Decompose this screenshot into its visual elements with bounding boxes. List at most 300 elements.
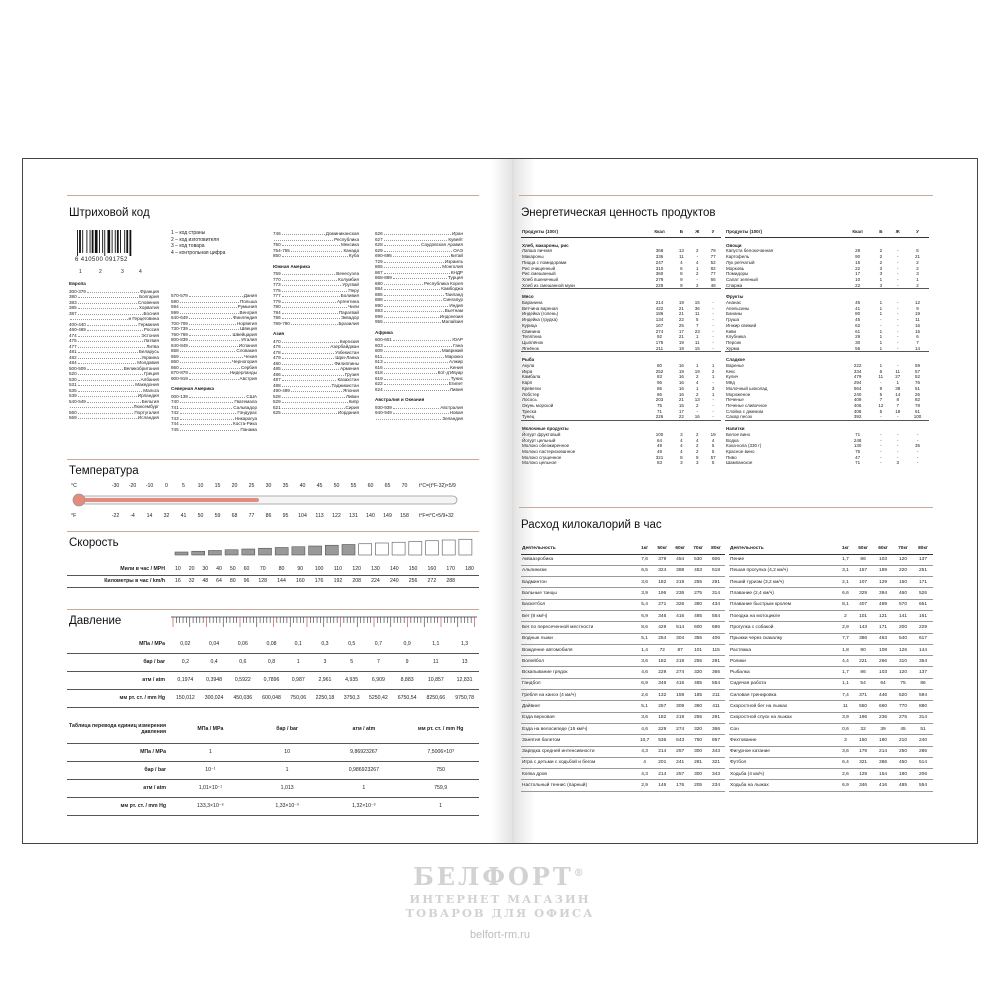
food-value: 77 [710,254,716,260]
pressure-value: 10,857 [421,671,450,689]
kcal-value: 454 [671,554,689,565]
speed-bar [175,552,188,555]
country-code: 899 [375,313,383,319]
kcal-value: 221 [853,656,873,667]
barcode-legend [171,230,225,256]
kcal-row [729,599,933,610]
food-value: 2 [711,368,715,374]
food-value: 21 [678,311,684,317]
kcal-value: 686 [707,622,725,633]
food-value: 3 [879,271,883,277]
logo-reg: ® [573,868,587,879]
dot-leader [87,366,123,370]
scale-value: 77 [248,513,255,519]
country-code: 474 [69,332,77,338]
section-rule [519,195,933,196]
kcal-value: 255 [689,712,707,723]
food-value: 36 [694,305,700,311]
food-group-row [725,237,929,248]
food-value: 9 [680,282,683,288]
country-code: 500-509 [69,365,86,371]
kcal-value: 660 [873,701,893,712]
kcal-value: 6,9 [636,610,653,621]
conversion-row [67,779,479,797]
dot-leader [282,310,338,314]
country-code: 611 [375,353,383,359]
food-value: 3 [916,271,919,277]
pressure-title: Давление [69,615,122,627]
scale-value: -10 [145,483,154,489]
country-name: Япония [343,388,359,393]
dot-leader [87,327,143,331]
kcal-value: 281 [689,757,707,768]
food-value: 38 [895,385,901,391]
section-rule [67,531,479,532]
country-code: 530 [69,376,77,382]
food-value: 5 [879,391,883,397]
kcal-value: 1,1 [838,678,853,689]
kcal-value: 196 [853,712,873,723]
activity-name: Настольный теннис (парный) [521,780,636,791]
kcal-value: 219 [671,577,689,588]
kcal-value: 176 [671,780,689,791]
country-name: Латвия [143,338,159,343]
activity-name: Езда на велосипеде (15 км/ч) [521,723,636,734]
food-value: 15 [694,300,700,306]
country-name: Сальвадор [233,404,257,410]
kcal-value: 360 [689,701,707,712]
country-name: Республика [334,236,359,242]
food-group-row [725,289,929,300]
food-value: 22 [678,317,684,323]
country-code: 540-549 [69,398,86,404]
kcal-value: 171 [913,577,933,588]
pressure-value: 0,5922 [228,671,257,689]
pressure-value: 0,02 [171,635,200,653]
food-value: 211 [655,345,664,351]
kcal-value: 617 [913,633,933,644]
dot-leader [393,275,447,279]
barcode-bar [92,230,94,253]
food-value: 1 [879,345,883,351]
kcal-row [521,577,725,588]
food-value: 49 [657,443,663,449]
country-code: 741 [171,404,179,410]
country-code: 535 [69,387,77,393]
food-value: 2 [695,282,699,288]
dot-leader [282,253,348,257]
pressure-value: 450,036 [228,689,257,707]
food-name: Баранина [522,300,543,306]
activity-name: Рыбалка [729,667,838,678]
dot-leader [282,372,344,376]
food-value: 203 [655,397,664,403]
kcal-value: 857 [707,735,725,746]
dot-leader [282,277,337,281]
kmh-value: 16 [171,575,185,587]
food-value: 23 [694,328,700,334]
kcal-row [521,633,725,644]
food-value: 14 [895,391,901,397]
scale-value: 60 [367,483,374,489]
pressure-value: 8,883 [393,671,422,689]
pressure-value: 0,7896 [257,671,286,689]
food-value: 61 [855,328,861,334]
food-name: Карп [522,380,533,386]
kcal-value: 137 [913,554,933,565]
country-name: Уругвай [342,282,359,287]
food-value: 28 [855,248,861,254]
kcal-value: 3,6 [636,577,653,588]
scale-value: -4 [130,513,135,519]
food-value: 2 [916,282,919,288]
kcal-header: 60кг [671,543,689,554]
kcal-value: 236 [671,588,689,599]
logo-name: БЕЛФОРТ [413,862,574,891]
food-value: - [896,305,899,311]
country-name: Никарагуа [234,415,257,421]
dot-leader [78,371,143,375]
kcal-value: 6,4 [838,757,853,768]
activity-name: Дайвинг [521,701,636,712]
country-name: Канада [343,247,359,253]
country-code: 759 [273,271,281,276]
food-value: - [712,380,714,386]
food-value: 15 [694,345,700,351]
activity-name: Вождение автомобиля [521,644,636,655]
country-code: 476 [273,344,281,349]
country-name: Норвегия [236,320,257,326]
kcal-row [521,769,725,780]
kcal-value: 429 [653,622,671,633]
dot-leader [274,237,333,241]
country-code: 529 [273,399,281,404]
conversion-value: 1,01×10⁻¹ [172,779,249,797]
kcal-value: 229 [653,667,671,678]
kcal-title: Расход килокалорий в час [521,519,662,531]
country-name: Азербайджан [330,344,359,349]
country-code: 859 [171,353,179,359]
kcal-row [729,565,933,576]
mph-value: 180 [460,563,479,575]
food-name: Йогурт фруктовый [522,431,561,437]
kcal-value: 1,7 [838,554,853,565]
kcal-value: 250 [893,746,913,757]
food-name: Молоко пастеризованное [522,448,576,454]
dot-leader [189,376,239,380]
country-name: Эквадор [340,315,359,320]
country-code: 885 [375,291,383,297]
scale-value: 65 [384,483,391,489]
kcal-value: 411 [707,701,725,712]
food-value: - [896,276,899,282]
kcal-value: 434 [707,599,725,610]
kcal-row [521,690,725,701]
food-value: 82 [915,397,921,403]
country-name: Индонезия [439,313,463,319]
food-value: 409 [853,397,862,403]
kcal-value: 554 [913,780,933,791]
country-name: Хорватия [138,305,159,310]
barcode-bar [86,230,87,253]
food-value: 279 [655,276,664,282]
scale-value: 122 [332,513,341,519]
food-value: 2 [879,248,883,254]
dot-leader [189,370,229,374]
kcal-value: 121 [873,610,893,621]
country-name: Словакия [236,348,257,353]
country-name: Кот-д'Ивуар [437,370,463,375]
kmh-value: 160 [291,575,310,587]
country-name: Казахстан [337,377,359,382]
food-table-right [725,227,929,466]
kcal-value: 6,9 [636,678,653,689]
food-header: Продукты (100г) [521,227,646,237]
country-code: 729 [375,258,383,264]
pressure-value: 0,987 [286,671,311,689]
food-value: 3 [680,460,683,466]
activity-name: Сидячая работа [729,678,838,689]
country-name: Иордания [337,410,359,415]
dot-leader [282,282,342,286]
country-code-row [171,427,257,433]
food-group-heading: Хлеб, макароны, рис [521,237,721,248]
pressure-value: 0,6 [228,653,257,671]
pressure-row [67,653,479,671]
food-value: 83 [657,374,663,380]
country-name: Мексика [340,242,359,247]
kcal-value: 266 [873,656,893,667]
food-name: Пицца с помидорами [522,259,567,265]
country-name: Египет [448,381,463,386]
food-name: Кока-кола (330 г) [726,443,762,449]
food-value: 16 [678,363,684,369]
food-value: 75 [657,402,663,408]
food-name: Индейка (голень) [522,311,559,317]
kcal-value: 343 [707,746,725,757]
dot-leader [78,300,137,304]
mph-value: 170 [441,563,460,575]
thermometer-bulb [73,494,85,506]
food-value: 2 [916,265,919,271]
food-value: 2 [695,271,699,277]
country-code: 700-709 [171,320,188,326]
kcal-value: 485 [689,610,707,621]
dot-leader [291,248,343,252]
kcal-value: 219 [671,712,689,723]
country-code: 482 [69,354,77,360]
kcal-value: 3,9 [838,712,853,723]
kcal-value: 1,7 [838,667,853,678]
food-value: 7 [916,339,919,345]
food-value: 48 [710,282,716,288]
food-value: 13 [694,397,700,403]
country-code: 475 [69,338,77,343]
dot-leader [78,305,138,309]
dot-leader [189,293,243,297]
kcal-value: 453 [689,565,707,576]
conversion-value: 1,013 [249,779,326,797]
food-name: Рис смешанный [522,271,556,277]
dot-leader [189,343,238,347]
country-code: 385 [69,305,77,310]
mph-value: 40 [212,563,226,575]
food-group-row [521,289,721,300]
country-name: Босния [143,310,159,316]
pressure-value: 0,06 [228,635,257,653]
kcal-row [521,723,725,734]
food-value: - [880,380,882,386]
kcal-value: 101 [689,644,707,655]
scale-value: -20 [128,483,137,489]
kcal-value: 236 [873,712,893,723]
barcode-bar [77,230,78,256]
activity-name: Бег по пересеченной местности [521,622,636,633]
food-name: Мёд [726,380,735,386]
kcal-value: 141 [893,610,913,621]
country-name: Швейцария [232,331,257,337]
food-value: 4 [711,437,715,443]
country-name: Бразилия [338,320,359,326]
pressure-value: 4,935 [339,671,364,689]
country-code: 300-379 [69,288,86,294]
food-value: 1 [711,391,715,397]
kcal-value: 3,1 [838,565,853,576]
food-value: - [880,448,882,454]
notebook-spread [22,158,978,844]
kcal-value: 485 [689,678,707,689]
kmh-value: 256 [404,575,423,587]
barcode-bar [112,230,113,253]
region-heading: Австралия и Океания [375,397,425,402]
kcal-value: 320 [689,723,707,734]
dot-leader [189,315,232,319]
food-header: Ж [689,227,705,237]
food-value: 21 [678,397,684,403]
dot-leader [180,365,240,369]
dot-leader [384,308,444,312]
dot-leader [384,319,441,323]
kcal-header: 60кг [873,543,893,554]
mph-value: 30 [198,563,212,575]
country-name: Колумбия [338,276,359,282]
dot-leader [282,366,339,370]
food-value: 9 [695,454,699,460]
food-value: 19 [678,300,684,306]
dot-leader [180,299,239,303]
food-value: 57 [915,368,921,374]
kcal-value: 8,6 [636,622,653,633]
logo-line-2: ТОВАРОВ ДЛЯ ОФИСА [405,906,595,920]
dot-leader [291,321,338,325]
kcal-value: 129 [873,577,893,588]
kcal-value: 182 [653,577,671,588]
dot-leader [282,394,345,398]
kcal-header: 1кг [838,543,853,554]
dot-leader [70,316,128,320]
food-value: 100 [913,414,922,420]
country-code: 955 [375,319,383,324]
kcal-row [521,735,725,746]
thermometer [67,491,479,511]
kcal-value: 108 [873,644,893,655]
activity-name: Занятия балетом [521,735,636,746]
conversion-value: 1 [249,761,326,779]
kcal-value: 450 [893,757,913,768]
kcal-value: 137 [913,667,933,678]
kmh-value: 176 [310,575,329,587]
food-name: Помидоры [726,271,749,277]
food-header: Ккал [646,227,674,237]
pressure-value: 0,9 [393,635,422,653]
dot-leader [282,399,348,403]
activity-name: Фигурное катание [729,746,838,757]
dot-leader [180,416,234,420]
food-name: Шампанское [726,460,753,466]
barcode-image [77,230,147,256]
activity-name: Пеший туризм (3,2 км/ч) [729,577,838,588]
kcal-value: 211 [707,690,725,701]
kcal-header: 1кг [636,543,653,554]
conversion-value: 1 [402,797,479,815]
country-name: Македония [135,382,159,387]
food-name: Салат зеленый [726,276,758,282]
scale-value: 131 [349,513,358,519]
kcal-value: 214 [653,769,671,780]
food-value: 11 [694,311,700,317]
kcal-value: 7,6 [636,554,653,565]
scale-value: 70 [401,483,408,489]
dot-leader [376,416,441,420]
food-value: 9 [879,385,883,391]
food-value: 71 [657,408,663,414]
kcal-value: 4,6 [636,723,653,734]
dot-leader [282,299,336,303]
food-name: Йогурт цельный [522,437,556,443]
country-name: Алжир [449,359,463,364]
kcal-header: Деятельность [521,543,636,554]
conversion-value: 7,5006×10³ [402,743,479,761]
food-value: 294 [853,380,862,386]
dot-leader [180,421,232,425]
food-name: Лук репчатый [726,259,755,265]
food-name: Ягнёнок [522,345,539,351]
food-value: 1 [879,363,883,369]
dot-leader [282,383,331,387]
country-code-row [273,410,359,416]
dot-leader [384,237,448,241]
food-value: 17 [678,408,684,414]
speed-bar [392,542,405,555]
dot-leader [180,310,239,314]
kcal-value: 3 [838,735,853,746]
food-value: 79 [710,248,716,254]
legend-item: 2 – код изготовителя [171,236,219,243]
kcal-value: 179 [853,746,873,757]
pressure-conversion-table [67,715,479,816]
country-code: 775 [273,287,281,293]
pressure-value: 0,4 [200,653,229,671]
dot-leader [282,293,340,297]
country-name: Кувейт [448,236,463,242]
scale-value: 10 [197,483,204,489]
dot-leader [384,264,442,268]
kcal-value: 4,3 [636,769,653,780]
food-value: 61 [915,408,921,414]
scale-value: 113 [315,513,324,519]
pressure-unit-label: мм рт. ст. / mm Hg [67,689,171,707]
food-value: 4 [695,437,699,443]
